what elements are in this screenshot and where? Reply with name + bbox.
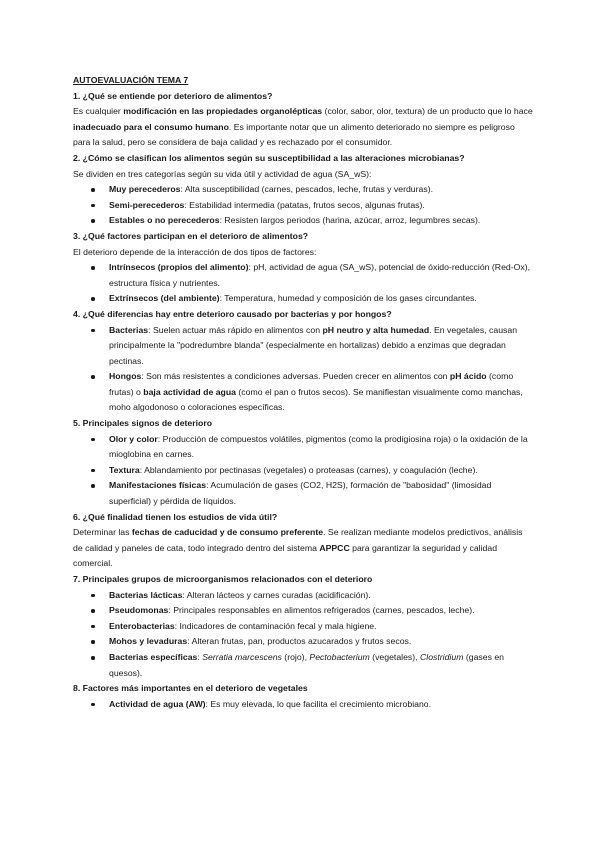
list-item: Estables o no perecederos: Resisten largos periodos (harina, azúcar, arroz, legumbres secas).	[73, 213, 533, 229]
answer-3-intro: El deterioro depende de la interacción de dos tipos de factores:	[73, 246, 317, 257]
answer-6: Determinar las fechas de caducidad y de consumo preferente. Se realizan mediante modelos predictivos, análisis de calidad y paneles de cata, todo integrado dentro del sistema APPCC para garantizar la seguridad y calidad comercial.	[73, 527, 523, 569]
list-item: Extrínsecos (del ambiente): Temperatura, humedad y composición de los gases circundantes.	[73, 291, 533, 307]
list-item: Hongos: Son más resistentes a condiciones adversas. Pueden crecer en alimentos con pH ácido (como frutas) o baja actividad de agua (como el pan o frutos secos). Se manifiestan visualmente como manchas, moho algodonoso o coloraciones específicas.	[73, 369, 533, 416]
list-item: Bacterias lácticas: Alteran lácteos y carnes curadas (acidificación).	[73, 588, 533, 604]
list-item: Mohos y levaduras: Alteran frutas, pan, productos azucarados y frutos secos.	[73, 634, 533, 650]
answer-3-list	[73, 260, 533, 307]
answer-5-list	[73, 432, 533, 510]
question-5: 5. Principales signos de deterioro	[73, 418, 213, 429]
list-item: Enterobacterias: Indicadores de contaminación fecal y mala higiene.	[73, 619, 533, 635]
question-2: 2. ¿Cómo se clasifican los alimentos según su susceptibilidad a las alteraciones microbianas?	[73, 152, 465, 163]
answer-1: Es cualquier modificación en las propiedades organolépticas (color, sabor, olor, textura) de un producto que lo hace inadecuado para el consumo humano. Es importante notar que un alimento deteriorado no siempre es peligroso para la salud, pero se considera de baja calidad y es rechazado por el consumidor.	[73, 106, 533, 148]
answer-8-list	[73, 697, 533, 713]
answer-7-list	[73, 588, 533, 682]
list-item: Muy perecederos: Alta susceptibilidad (carnes, pescados, leche, frutas y verduras).	[73, 182, 533, 198]
list-item: Pseudomonas: Principales responsables en alimentos refrigerados (carnes, pescados, leche).	[73, 603, 533, 619]
answer-4-list	[73, 323, 533, 417]
list-item: Intrínsecos (propios del alimento): pH, actividad de agua (SA_wS), potencial de óxido-reducción (Red-Ox), estructura física y nutrientes.	[73, 260, 533, 291]
document-title: AUTOEVALUACIÓN TEMA 7	[73, 75, 189, 85]
question-6: 6. ¿Qué finalidad tienen los estudios de vida útil?	[73, 511, 278, 522]
list-item: Olor y color: Producción de compuestos volátiles, pigmentos (como la prodigiosina roja) o la oxidación de la mioglobina en carnes.	[73, 432, 533, 463]
answer-2-list	[73, 182, 533, 229]
list-item: Textura: Ablandamiento por pectinasas (vegetales) o proteasas (carnes), y coagulación (leche).	[73, 463, 533, 479]
list-item: Manifestaciones físicas: Acumulación de gases (CO2, H2S), formación de "babosidad" (limosidad superficial) y pérdida de líquidos.	[73, 478, 533, 509]
list-item: Semi-perecederos: Estabilidad intermedia (patatas, frutos secos, algunas frutas).	[73, 198, 533, 214]
list-item: Bacterias específicas: Serratia marcescens (rojo), Pectobacterium (vegetales), Clostridium (gases en quesos).	[73, 650, 533, 681]
answer-2-intro: Se dividen en tres categorías según su vida útil y actividad de agua (SA_wS):	[73, 168, 372, 179]
question-7: 7. Principales grupos de microorganismos relacionados con el deterioro	[73, 574, 373, 584]
question-1: 1. ¿Qué se entiende por deterioro de alimentos?	[73, 90, 273, 101]
list-item: Bacterias: Suelen actuar más rápido en alimentos con pH neutro y alta humedad. En vegetales, causan principalmente la "podredumbre blanda" (especialmente en hortalizas) debido a enzimas que degradan pectinas.	[73, 323, 533, 370]
question-3: 3. ¿Qué factores participan en el deterioro de alimentos?	[73, 230, 309, 241]
document-page	[73, 73, 533, 712]
question-4: 4. ¿Qué diferencias hay entre deterioro causado por bacterias y por hongos?	[73, 308, 392, 319]
list-item: Actividad de agua (AW): Es muy elevada, lo que facilita el crecimiento microbiano.	[73, 697, 533, 713]
question-8: 8. Factores más importantes en el deterioro de vegetales	[73, 683, 308, 694]
